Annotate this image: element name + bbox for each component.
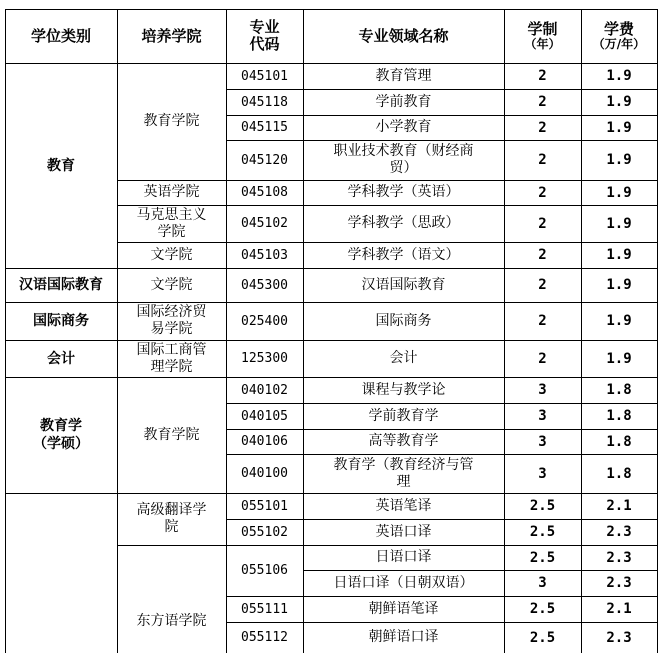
row-name: 朝鲜语口译	[368, 629, 439, 645]
row-fee-cell	[581, 242, 657, 268]
row-fee-cell	[581, 377, 657, 403]
row-code: 045102	[241, 216, 288, 231]
row-name: 学前教育	[375, 93, 432, 110]
college-name: 文学院	[150, 246, 193, 263]
row-code-cell	[226, 115, 303, 140]
row-fee: 2.3	[606, 549, 632, 566]
row-fee: 1.9	[606, 247, 632, 263]
row-years-cell	[504, 63, 581, 89]
row-fee: 1.9	[606, 119, 632, 136]
row-years: 2	[538, 277, 547, 293]
row-years-cell	[504, 180, 581, 205]
row-code: 045118	[241, 94, 288, 110]
row-years-cell	[504, 140, 581, 180]
college-cell	[117, 268, 226, 302]
row-name: 职业技术教育（财经商 贸）	[333, 143, 474, 176]
row-name-cell	[303, 63, 504, 89]
row-years: 2	[538, 313, 547, 329]
row-years: 2	[538, 247, 547, 263]
row-code: 045115	[241, 120, 288, 135]
row-name: 学科教学（思政）	[347, 215, 460, 231]
row-code: 045101	[241, 68, 288, 84]
row-code-cell	[226, 140, 303, 180]
row-years: 3	[538, 382, 547, 398]
row-code-cell	[226, 268, 303, 302]
row-code-cell	[226, 180, 303, 205]
row-years-cell	[504, 340, 581, 377]
row-name: 会计	[389, 350, 418, 366]
row-years-cell	[504, 242, 581, 268]
row-fee-cell	[581, 519, 657, 545]
category-cell	[5, 302, 117, 340]
row-fee-cell	[581, 454, 657, 493]
row-code: 055112	[241, 630, 288, 645]
row-name: 小学教育	[375, 119, 432, 135]
row-code: 055102	[241, 524, 288, 540]
header-major-text: 专业领域名称	[358, 26, 449, 45]
college-cell	[117, 493, 226, 545]
row-code-cell	[226, 89, 303, 115]
row-code-cell	[226, 519, 303, 545]
row-name-cell	[303, 377, 504, 403]
row-name-cell	[303, 429, 504, 454]
college-name: 东方语学院	[136, 613, 207, 629]
row-name-cell	[303, 205, 504, 242]
row-code-cell	[226, 302, 303, 340]
row-years-cell	[504, 115, 581, 140]
college-name: 国际工商管 理学院	[136, 341, 207, 375]
row-fee: 2.3	[606, 524, 632, 540]
row-fee-cell	[581, 140, 657, 180]
row-fee-cell	[581, 115, 657, 140]
header-category-text: 学位类别	[30, 26, 91, 45]
header-category	[5, 9, 117, 63]
row-years: 3	[538, 465, 547, 482]
row-code: 045300	[241, 277, 288, 293]
row-code-cell	[226, 545, 303, 596]
row-name: 教育管理	[375, 67, 432, 84]
row-code-cell	[226, 493, 303, 519]
row-years: 2	[538, 152, 547, 168]
header-fee-text: 学费	[603, 20, 634, 38]
row-code-cell	[226, 63, 303, 89]
row-years-cell	[504, 268, 581, 302]
row-name: 朝鲜语笔译	[368, 600, 439, 617]
row-code: 045108	[241, 185, 288, 200]
row-name: 课程与教学论	[361, 381, 446, 398]
row-fee: 1.9	[606, 313, 632, 329]
row-code-cell	[226, 340, 303, 377]
row-name: 教育学（教育经济与管 理	[333, 456, 474, 490]
row-fee: 2.3	[606, 629, 632, 646]
college-cell	[117, 205, 226, 242]
row-fee: 1.8	[606, 465, 632, 482]
grid-line	[657, 9, 658, 653]
header-years-unit: （年）	[524, 37, 561, 51]
row-name-cell	[303, 140, 504, 180]
row-code: 040100	[241, 466, 288, 481]
college-name: 教育学院	[143, 426, 200, 443]
row-name-cell	[303, 180, 504, 205]
row-fee-cell	[581, 493, 657, 519]
row-name-cell	[303, 493, 504, 519]
row-code: 055101	[241, 498, 288, 514]
row-years-cell	[504, 596, 581, 622]
college-name: 高级翻译学 院	[136, 502, 207, 535]
row-code-cell	[226, 596, 303, 622]
header-code-line2: 代码	[249, 35, 280, 53]
row-code: 125300	[241, 351, 288, 366]
row-years-cell	[504, 454, 581, 493]
row-fee: 1.9	[606, 184, 632, 201]
row-years: 2	[538, 184, 547, 201]
row-fee-cell	[581, 268, 657, 302]
row-fee: 1.9	[606, 215, 632, 232]
row-years-cell	[504, 403, 581, 429]
row-fee-cell	[581, 545, 657, 570]
header-years	[504, 9, 581, 63]
row-years: 2	[538, 119, 547, 136]
row-years: 2.5	[529, 629, 556, 646]
college-cell	[117, 545, 226, 653]
row-code: 040106	[241, 434, 288, 449]
row-name-cell	[303, 302, 504, 340]
header-fee-unit: （万/年）	[592, 37, 646, 51]
category-cell	[5, 377, 117, 493]
row-code-cell	[226, 377, 303, 403]
row-code-cell	[226, 622, 303, 653]
row-fee-cell	[581, 622, 657, 653]
row-code-cell	[226, 454, 303, 493]
row-code-cell	[226, 429, 303, 454]
row-code: 045120	[241, 152, 288, 168]
row-years-cell	[504, 519, 581, 545]
category-cell	[5, 340, 117, 377]
row-years: 2.5	[529, 601, 556, 617]
row-name: 国际商务	[375, 312, 432, 329]
college-name: 国际经济贸 易学院	[136, 304, 207, 337]
row-years-cell	[504, 570, 581, 596]
header-fee	[581, 9, 657, 63]
row-name-cell	[303, 596, 504, 622]
row-years-cell	[504, 429, 581, 454]
row-name: 英语笔译	[375, 497, 432, 514]
row-code: 025400	[241, 313, 288, 329]
row-name-cell	[303, 622, 504, 653]
row-code-cell	[226, 205, 303, 242]
row-name: 英语口译	[375, 523, 432, 540]
row-fee-cell	[581, 89, 657, 115]
row-name-cell	[303, 519, 504, 545]
row-fee: 1.9	[606, 350, 632, 367]
category-edu-academic: 教育学 （学硕）	[33, 418, 89, 452]
college-name: 马克思主义 学院	[136, 206, 207, 240]
row-years-cell	[504, 622, 581, 653]
row-name: 学科教学（语文）	[347, 246, 460, 263]
row-name-cell	[303, 115, 504, 140]
row-fee: 2.3	[606, 575, 632, 591]
row-code: 045103	[241, 247, 288, 263]
row-years: 3	[538, 433, 547, 450]
row-years: 2.5	[529, 524, 556, 540]
row-fee: 2.1	[606, 498, 632, 514]
row-fee-cell	[581, 570, 657, 596]
header-college-text: 培养学院	[141, 26, 202, 45]
row-fee-cell	[581, 302, 657, 340]
row-fee: 1.9	[606, 152, 632, 168]
row-fee: 1.8	[606, 382, 632, 398]
row-years-cell	[504, 545, 581, 570]
row-years-cell	[504, 377, 581, 403]
college-name: 文学院	[150, 276, 193, 293]
row-name-cell	[303, 570, 504, 596]
row-years: 2	[538, 68, 547, 84]
row-years: 2	[538, 215, 547, 232]
row-years-cell	[504, 302, 581, 340]
row-years-cell	[504, 493, 581, 519]
college-cell	[117, 242, 226, 268]
row-code: 040102	[241, 382, 288, 398]
row-fee-cell	[581, 429, 657, 454]
row-years: 2	[538, 94, 547, 110]
college-name: 教育学院	[143, 113, 200, 129]
row-fee: 2.1	[606, 601, 632, 617]
row-code-cell	[226, 242, 303, 268]
row-name-cell	[303, 89, 504, 115]
row-name-cell	[303, 545, 504, 570]
row-fee-cell	[581, 403, 657, 429]
row-name: 日语口译	[375, 549, 432, 565]
row-fee: 1.9	[606, 277, 632, 293]
category-cell	[5, 268, 117, 302]
college-cell	[117, 302, 226, 340]
college-cell	[117, 63, 226, 180]
row-years: 2.5	[529, 498, 556, 514]
row-fee: 1.8	[606, 408, 632, 424]
row-fee-cell	[581, 63, 657, 89]
row-name: 学科教学（英语）	[347, 184, 460, 200]
header-college	[117, 9, 226, 63]
college-cell	[117, 180, 226, 205]
row-years-cell	[504, 89, 581, 115]
category-business: 国际商务	[33, 313, 89, 329]
row-name-cell	[303, 242, 504, 268]
row-name-cell	[303, 340, 504, 377]
row-code: 055106	[241, 563, 288, 578]
row-name: 日语口译（日朝双语）	[333, 574, 474, 591]
row-fee-cell	[581, 340, 657, 377]
row-years: 3	[538, 575, 547, 591]
row-name-cell	[303, 403, 504, 429]
row-name: 高等教育学	[368, 433, 439, 449]
row-name-cell	[303, 268, 504, 302]
row-code: 055111	[241, 601, 288, 617]
row-name: 汉语国际教育	[361, 276, 446, 293]
row-name-cell	[303, 454, 504, 493]
row-fee-cell	[581, 180, 657, 205]
category-education: 教育	[47, 157, 75, 174]
row-years: 2	[538, 350, 547, 367]
category-accounting: 会计	[47, 350, 75, 367]
row-years-cell	[504, 205, 581, 242]
row-name: 学前教育学	[368, 407, 439, 424]
header-code-line1: 专业	[249, 18, 280, 36]
row-fee: 1.9	[606, 94, 632, 110]
college-cell	[117, 340, 226, 377]
row-code: 040105	[241, 408, 288, 424]
college-name: 英语学院	[143, 184, 200, 200]
header-years-text: 学制	[527, 20, 558, 38]
college-cell	[117, 377, 226, 493]
row-years: 2.5	[529, 549, 556, 566]
row-years: 3	[538, 408, 547, 424]
category-cell	[5, 63, 117, 268]
category-tcsol: 汉语国际教育	[19, 277, 103, 293]
row-fee: 1.9	[606, 68, 632, 84]
row-fee-cell	[581, 205, 657, 242]
row-fee: 1.8	[606, 433, 632, 450]
row-code-cell	[226, 403, 303, 429]
row-fee-cell	[581, 596, 657, 622]
header-major	[303, 9, 504, 63]
header-code	[226, 9, 303, 63]
